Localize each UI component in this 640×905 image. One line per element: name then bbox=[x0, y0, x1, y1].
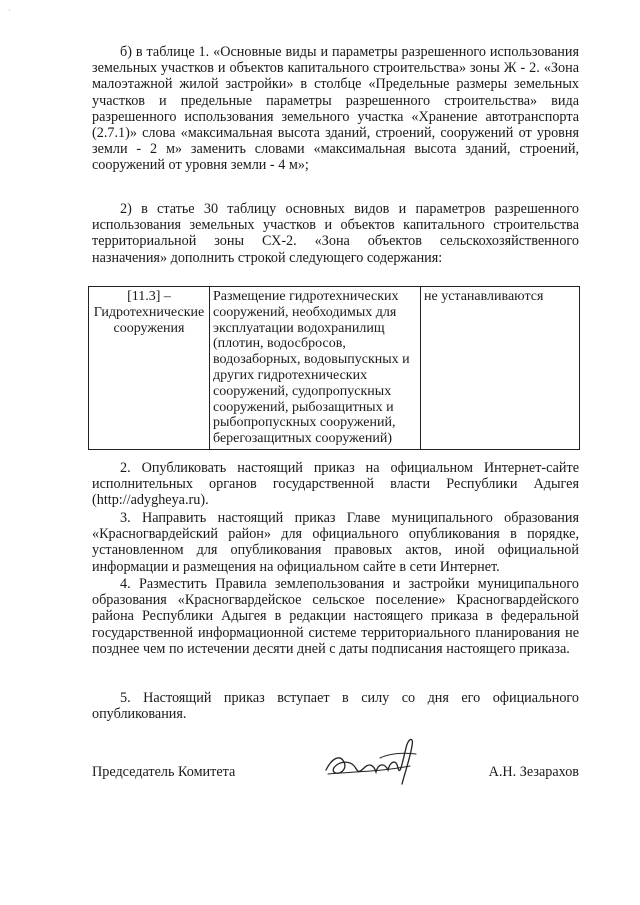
paragraph-item-5: 5. Настоящий приказ вступает в силу со дня его официального опубликования. bbox=[92, 690, 579, 723]
handwritten-signature bbox=[318, 728, 428, 788]
paragraph-2: 2) в статье 30 таблицу основных видов и параметров разрешенного использования земельных участков и объектов капитального строительства территориальной зоны СХ-2. «Зона объектов сельскохозяйственного назначения» дополнить строкой следующего содержания: bbox=[92, 201, 579, 266]
table-cell-parameters: не устанавливаются bbox=[421, 287, 580, 450]
table-row bbox=[89, 287, 580, 450]
table-cell-code: [11.3] – Гидротехнические сооружения bbox=[89, 287, 210, 450]
table-cell-description: Размещение гидротехнических сооружений, необходимых для эксплуатации водохранилищ (плотин, водосбросов, водозаборных, водовыпускных и других гидротехнических сооружений, судопропускных сооружений, рыбозащитных и рыбопропускных сооружений, берегозащитных сооружений) bbox=[210, 287, 421, 450]
paragraph-item-4: 4. Разместить Правила землепользования и застройки муниципального образования «Красногвардейское сельское поселение» Красногвардейского района Республики Адыгея в редакции настоящего приказа в федеральной государственной информационной системе территориального планирования не позднее чем по истечении десяти дней с даты подписания настоящего приказа. bbox=[92, 576, 579, 657]
paragraph-item-3: 3. Направить настоящий приказ Главе муниципального образования «Красногвардейский район» для официального опубликования в порядке, установленном для опубликования правовых актов, иной официальной информации и размещения на официальном сайте в сети Интернет. bbox=[92, 510, 579, 575]
signatory-title: Председатель Комитета bbox=[92, 764, 236, 780]
signatory-name: А.Н. Зезарахов bbox=[488, 764, 579, 780]
paragraph-item-2: 2. Опубликовать настоящий приказ на официальном Интернет-сайте исполнительных органов государственной власти Республики Адыгея (http://adygheya.ru). bbox=[92, 460, 579, 509]
zone-parameters-table bbox=[88, 286, 580, 450]
corner-mark: · bbox=[8, 6, 11, 15]
paragraph-b: б) в таблице 1. «Основные виды и параметры разрешенного использования земельных участков и объектов капитального строительства» зоны Ж - 2. «Зона малоэтажной жилой застройки» в столбце «Предельные размеры земельных участков и предельные параметры разрешенного строительства» вида разрешенного использования земельного участка «Хранение автотранспорта (2.7.1)» слова «максимальная высота зданий, строений, сооружений от уровня земли - 2 м» заменить словами «максимальная высота зданий, строений, сооружений от уровня земли - 4 м»; bbox=[92, 44, 579, 174]
